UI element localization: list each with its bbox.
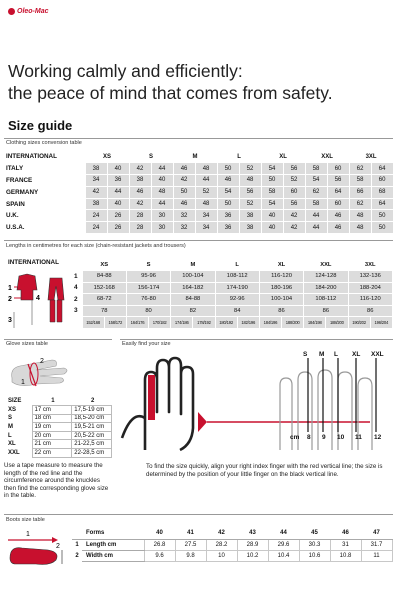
table-cell: 50	[261, 175, 283, 187]
size-label: XXL	[8, 449, 20, 456]
table-cell: 50	[217, 198, 239, 210]
table-cell: 28.9	[237, 539, 268, 550]
jacket-trousers-icon	[6, 270, 76, 330]
logo-mark-icon	[8, 8, 15, 15]
finger-size-label: XL	[352, 351, 361, 358]
table-cell: 78	[82, 305, 126, 317]
table-cell: 82	[171, 305, 215, 317]
row-number: 2	[75, 552, 79, 559]
headline-line-1: Working calmly and efficiently:	[8, 61, 243, 81]
table-cell: 60	[327, 198, 349, 210]
row-number: 3	[73, 307, 78, 315]
table-cell: 44	[195, 175, 217, 187]
table-cell: 50	[217, 163, 239, 175]
cm-label: cm	[290, 434, 300, 441]
table-cell: 58	[305, 198, 327, 210]
divider	[4, 240, 393, 241]
table-cell: 9.6	[144, 550, 175, 561]
table-cell: 19,5-21 cm	[72, 423, 112, 432]
table-cell: 174/186	[171, 317, 193, 329]
table-cell: 52	[239, 163, 261, 175]
row-number: 2	[73, 295, 78, 303]
spacer	[70, 317, 82, 329]
table-cell: 22-28,5 cm	[72, 449, 112, 458]
boots-header-row	[72, 528, 392, 539]
row-number: 1	[75, 541, 79, 548]
headline-line-2: the peace of mind that comes from safety.	[8, 83, 333, 103]
divider	[4, 339, 112, 340]
table-cell: 42	[283, 222, 305, 234]
table-row	[6, 431, 112, 440]
size-header: 46	[330, 528, 361, 539]
finger-size-label: M	[319, 351, 325, 358]
row-label: Width cm	[82, 550, 144, 561]
finger-size-label: XXL	[371, 351, 384, 358]
table-row	[6, 406, 112, 415]
glove-size-table	[6, 397, 112, 458]
table-cell: 50	[173, 186, 195, 198]
table-cell: 27.5	[175, 539, 206, 550]
table-cell: 28	[129, 222, 151, 234]
table-cell: 188-204	[348, 282, 393, 294]
boots-size-table	[72, 528, 393, 562]
table-row	[70, 271, 393, 283]
size-header: XL	[259, 259, 303, 271]
table-cell: 100-104	[259, 294, 303, 306]
table-cell: 50	[371, 210, 393, 222]
table-cell: 80	[126, 305, 170, 317]
finger-size-label: L	[334, 351, 338, 358]
table-cell: 44	[305, 210, 327, 222]
table-row	[72, 539, 392, 550]
table-cell: 48	[349, 222, 371, 234]
table-cell: 46	[173, 163, 195, 175]
size-label: M	[8, 424, 13, 431]
country-label: ITALY	[6, 165, 24, 173]
boot-illustration	[6, 528, 72, 568]
table-cell: 10.8	[330, 550, 361, 561]
size-header: 3XL	[348, 259, 393, 271]
table-cell: 178/192	[193, 317, 215, 329]
table-cell: 76-80	[126, 294, 170, 306]
table-cell: 31	[330, 539, 361, 550]
svg-text:2: 2	[8, 296, 12, 303]
cm-value: 11	[355, 434, 362, 441]
size-label: XS	[8, 406, 17, 413]
country-label: FRANCE	[6, 176, 33, 184]
easy-instructions: To find the size quickly, align your right index finger with the red vertical line; the size is determined by the position of your little finger on the black vertical line.	[146, 463, 383, 478]
table-cell: 21 cm	[32, 440, 72, 449]
size-header: XXL	[304, 259, 348, 271]
table-cell: 38	[85, 163, 107, 175]
brand-logo	[8, 5, 49, 17]
table-cell: 66	[349, 186, 371, 198]
table-cell: 18,5-20 cm	[72, 414, 112, 423]
col-2-label: 2	[90, 398, 95, 405]
table-cell: 124-128	[304, 271, 348, 283]
cm-value: 9	[322, 434, 326, 441]
table-cell: 92-96	[215, 294, 259, 306]
size-header: L	[215, 259, 259, 271]
table-cell: 34	[195, 222, 217, 234]
table-cell: 48	[349, 210, 371, 222]
country-label: GERMANY	[6, 188, 39, 196]
table-cell: 64	[371, 163, 393, 175]
header-label: INTERNATIONAL	[4, 151, 85, 163]
finger-size-label: S	[303, 351, 308, 358]
size-header: 40	[144, 528, 175, 539]
table-cell: 10.6	[299, 550, 330, 561]
table-cell: 64	[327, 186, 349, 198]
size-header: S	[129, 151, 173, 163]
table-cell: 10	[206, 550, 237, 561]
table-cell: 64	[371, 198, 393, 210]
table-cell: 42	[85, 186, 107, 198]
table-cell: 184/198	[304, 317, 326, 329]
table-cell: 156-174	[126, 282, 170, 294]
table-cell: 152/168	[82, 317, 104, 329]
table-cell: 19 cm	[32, 423, 72, 432]
size-header: M	[173, 151, 217, 163]
table-cell: 42	[129, 163, 151, 175]
table-row	[6, 440, 112, 449]
size-header: XXL	[305, 151, 349, 163]
table-cell: 30	[151, 210, 173, 222]
cm-value-labels	[303, 434, 393, 444]
table-cell: 48	[195, 198, 217, 210]
row-label: Length cm	[82, 539, 144, 550]
table-cell: 60	[283, 186, 305, 198]
size-header: L	[217, 151, 261, 163]
logo-text: Oleo-Mac	[17, 7, 49, 15]
size-label: S	[8, 415, 13, 422]
table-cell: 48	[151, 186, 173, 198]
table-cell: 28.2	[206, 539, 237, 550]
table-cell: 54	[217, 186, 239, 198]
svg-text:1: 1	[8, 285, 12, 292]
size-header: 3XL	[349, 151, 393, 163]
table-cell: 86	[348, 305, 393, 317]
table-cell: 40	[261, 210, 283, 222]
table-cell: 116-120	[348, 294, 393, 306]
table-cell: 56	[327, 175, 349, 187]
table-cell: 46	[327, 210, 349, 222]
country-label: U.S.A.	[6, 224, 25, 232]
table-cell: 38	[129, 175, 151, 187]
table-cell: 48	[239, 175, 261, 187]
table-cell: 17,5-19 cm	[72, 406, 112, 415]
table-cell: 56	[283, 198, 305, 210]
table-cell: 42	[283, 210, 305, 222]
size-col-label: SIZE	[8, 398, 22, 405]
table-cell: 68-72	[82, 294, 126, 306]
divider	[4, 514, 393, 515]
table-cell: 60	[327, 163, 349, 175]
table-cell: 26	[107, 222, 129, 234]
easy-caption: Easily find your size	[122, 341, 171, 347]
forms-label: Forms	[82, 528, 144, 539]
clothing-header-row	[4, 151, 393, 163]
table-cell: 24	[85, 222, 107, 234]
table-cell: 86	[259, 305, 303, 317]
table-cell: 31.7	[361, 539, 392, 550]
table-cell: 44	[305, 222, 327, 234]
table-cell: 36	[217, 222, 239, 234]
table-cell: 44	[151, 198, 173, 210]
table-cell: 46	[327, 222, 349, 234]
table-cell: 58	[261, 186, 283, 198]
table-cell: 38	[239, 222, 261, 234]
svg-text:2: 2	[56, 543, 60, 550]
table-cell: 36	[217, 210, 239, 222]
table-cell: 158/172	[104, 317, 126, 329]
lengths-header-row	[70, 259, 393, 271]
height-row	[70, 317, 393, 329]
svg-text:1: 1	[26, 531, 30, 538]
table-cell: 58	[349, 175, 371, 187]
spacer	[70, 259, 82, 271]
svg-text:1: 1	[21, 379, 25, 386]
table-cell: 32	[173, 222, 195, 234]
table-cell: 40	[151, 175, 173, 187]
row-number: 1	[73, 272, 78, 280]
lengths-header-label: INTERNATIONAL	[8, 259, 59, 266]
size-header: XS	[85, 151, 129, 163]
table-cell: 164-182	[171, 282, 215, 294]
country-label: SPAIN	[6, 200, 25, 208]
table-cell: 11	[361, 550, 392, 561]
size-header: S	[126, 259, 170, 271]
size-label: L	[8, 432, 12, 439]
table-cell: 40	[107, 163, 129, 175]
table-cell: 9.8	[175, 550, 206, 561]
table-row	[4, 186, 393, 198]
table-cell: 46	[217, 175, 239, 187]
table-cell: 29.6	[268, 539, 299, 550]
boots-caption: Boots size table	[6, 517, 45, 523]
size-header: XS	[82, 259, 126, 271]
table-cell: 188/200	[326, 317, 348, 329]
size-header: 42	[206, 528, 237, 539]
divider	[120, 339, 393, 340]
size-header: M	[171, 259, 215, 271]
table-cell: 26	[107, 210, 129, 222]
table-cell: 52	[239, 198, 261, 210]
svg-text:2: 2	[40, 358, 44, 365]
table-cell: 132-136	[348, 271, 393, 283]
table-cell: 170/182	[149, 317, 171, 329]
table-row	[4, 222, 393, 234]
table-cell: 28	[129, 210, 151, 222]
table-cell: 30	[151, 222, 173, 234]
country-label: U.K.	[6, 212, 19, 220]
cm-value: 8	[307, 434, 311, 441]
table-cell: 21-22,5 cm	[72, 440, 112, 449]
size-label: XL	[8, 441, 16, 448]
size-header: 43	[237, 528, 268, 539]
table-row	[4, 198, 393, 210]
table-cell: 26.8	[144, 539, 175, 550]
spacer	[72, 528, 82, 539]
table-cell: 184/196	[259, 317, 281, 329]
table-row	[6, 423, 112, 432]
table-row	[70, 294, 393, 306]
table-cell: 30.3	[299, 539, 330, 550]
table-cell: 188/200	[282, 317, 304, 329]
table-cell: 40	[107, 198, 129, 210]
table-cell: 54	[261, 163, 283, 175]
table-cell: 46	[173, 198, 195, 210]
table-row	[6, 449, 112, 458]
table-cell: 164/176	[126, 317, 148, 329]
table-cell: 56	[239, 186, 261, 198]
table-row	[4, 163, 393, 175]
table-cell: 84-88	[171, 294, 215, 306]
table-cell: 42	[173, 175, 195, 187]
table-cell: 46	[129, 186, 151, 198]
table-cell: 100-104	[171, 271, 215, 283]
table-cell: 152-168	[82, 282, 126, 294]
cm-value: 12	[374, 434, 382, 441]
table-cell: 180/192	[215, 317, 237, 329]
table-cell: 108-112	[215, 271, 259, 283]
table-cell: 84-88	[82, 271, 126, 283]
table-cell: 184-200	[304, 282, 348, 294]
table-cell: 36	[107, 175, 129, 187]
jacket-trousers-illustration	[6, 270, 76, 330]
finger-size-labels	[303, 351, 393, 361]
table-cell: 10.2	[237, 550, 268, 561]
table-cell: 54	[261, 198, 283, 210]
table-cell: 108-112	[304, 294, 348, 306]
table-cell: 44	[107, 186, 129, 198]
hand-measure-icon	[6, 354, 86, 390]
lengths-table	[70, 259, 393, 329]
table-cell: 32	[173, 210, 195, 222]
glove-hand-illustration	[6, 354, 86, 390]
table-cell: 10.4	[268, 550, 299, 561]
svg-text:4: 4	[36, 295, 40, 302]
table-cell: 95-96	[126, 271, 170, 283]
table-cell: 20,5-22 cm	[72, 431, 112, 440]
table-cell: 60	[371, 175, 393, 187]
table-cell: 52	[195, 186, 217, 198]
table-cell: 48	[195, 163, 217, 175]
table-cell: 38	[85, 198, 107, 210]
clothing-caption: Clothing sizes conversion table	[6, 140, 82, 146]
size-header: 41	[175, 528, 206, 539]
table-cell: 190/202	[348, 317, 370, 329]
boot-sole-icon	[6, 528, 72, 568]
table-cell: 34	[195, 210, 217, 222]
table-cell: 180-196	[259, 282, 303, 294]
table-cell: 196/204	[370, 317, 392, 329]
table-cell: 86	[304, 305, 348, 317]
col-1-label: 1	[51, 398, 55, 405]
table-cell: 20 cm	[32, 431, 72, 440]
table-cell: 54	[305, 175, 327, 187]
table-cell: 68	[371, 186, 393, 198]
table-cell: 84	[215, 305, 259, 317]
svg-text:3: 3	[8, 317, 12, 324]
page-title: Size guide	[8, 118, 73, 133]
headline	[8, 60, 396, 104]
table-cell: 62	[349, 198, 371, 210]
table-cell: 22 cm	[32, 449, 72, 458]
cm-value: 10	[337, 434, 345, 441]
size-header: 44	[268, 528, 299, 539]
table-cell: 34	[85, 175, 107, 187]
row-number: 4	[73, 284, 78, 292]
table-cell: 17 cm	[32, 406, 72, 415]
table-cell: 182/196	[237, 317, 259, 329]
table-cell: 38	[239, 210, 261, 222]
table-cell: 50	[371, 222, 393, 234]
size-header: XL	[261, 151, 305, 163]
table-row	[70, 305, 393, 317]
table-cell: 52	[283, 175, 305, 187]
table-cell: 56	[283, 163, 305, 175]
table-cell: 62	[305, 186, 327, 198]
clothing-size-table	[4, 151, 394, 234]
table-row	[6, 414, 112, 423]
table-cell: 62	[349, 163, 371, 175]
glove-instructions: Use a tape measure to measure the length of the red line and the circumference around the knuckles then find the corresponding glove size in the table.	[4, 462, 109, 500]
glove-header-row	[6, 397, 112, 406]
table-cell: 174-190	[215, 282, 259, 294]
table-cell: 42	[129, 198, 151, 210]
size-header: 45	[299, 528, 330, 539]
table-cell: 44	[151, 163, 173, 175]
table-cell: 116-120	[259, 271, 303, 283]
size-header: 47	[361, 528, 392, 539]
divider	[4, 138, 393, 139]
table-cell: 18 cm	[32, 414, 72, 423]
glove-caption: Glove sizes table	[6, 341, 48, 347]
table-row	[4, 175, 393, 187]
table-cell: 40	[261, 222, 283, 234]
lengths-caption: Lengths in centimetres for each size (chain-resistant jackets and trousers)	[6, 243, 186, 249]
table-row	[72, 550, 392, 561]
table-cell: 58	[305, 163, 327, 175]
table-row	[70, 282, 393, 294]
table-row	[4, 210, 393, 222]
table-cell: 24	[85, 210, 107, 222]
